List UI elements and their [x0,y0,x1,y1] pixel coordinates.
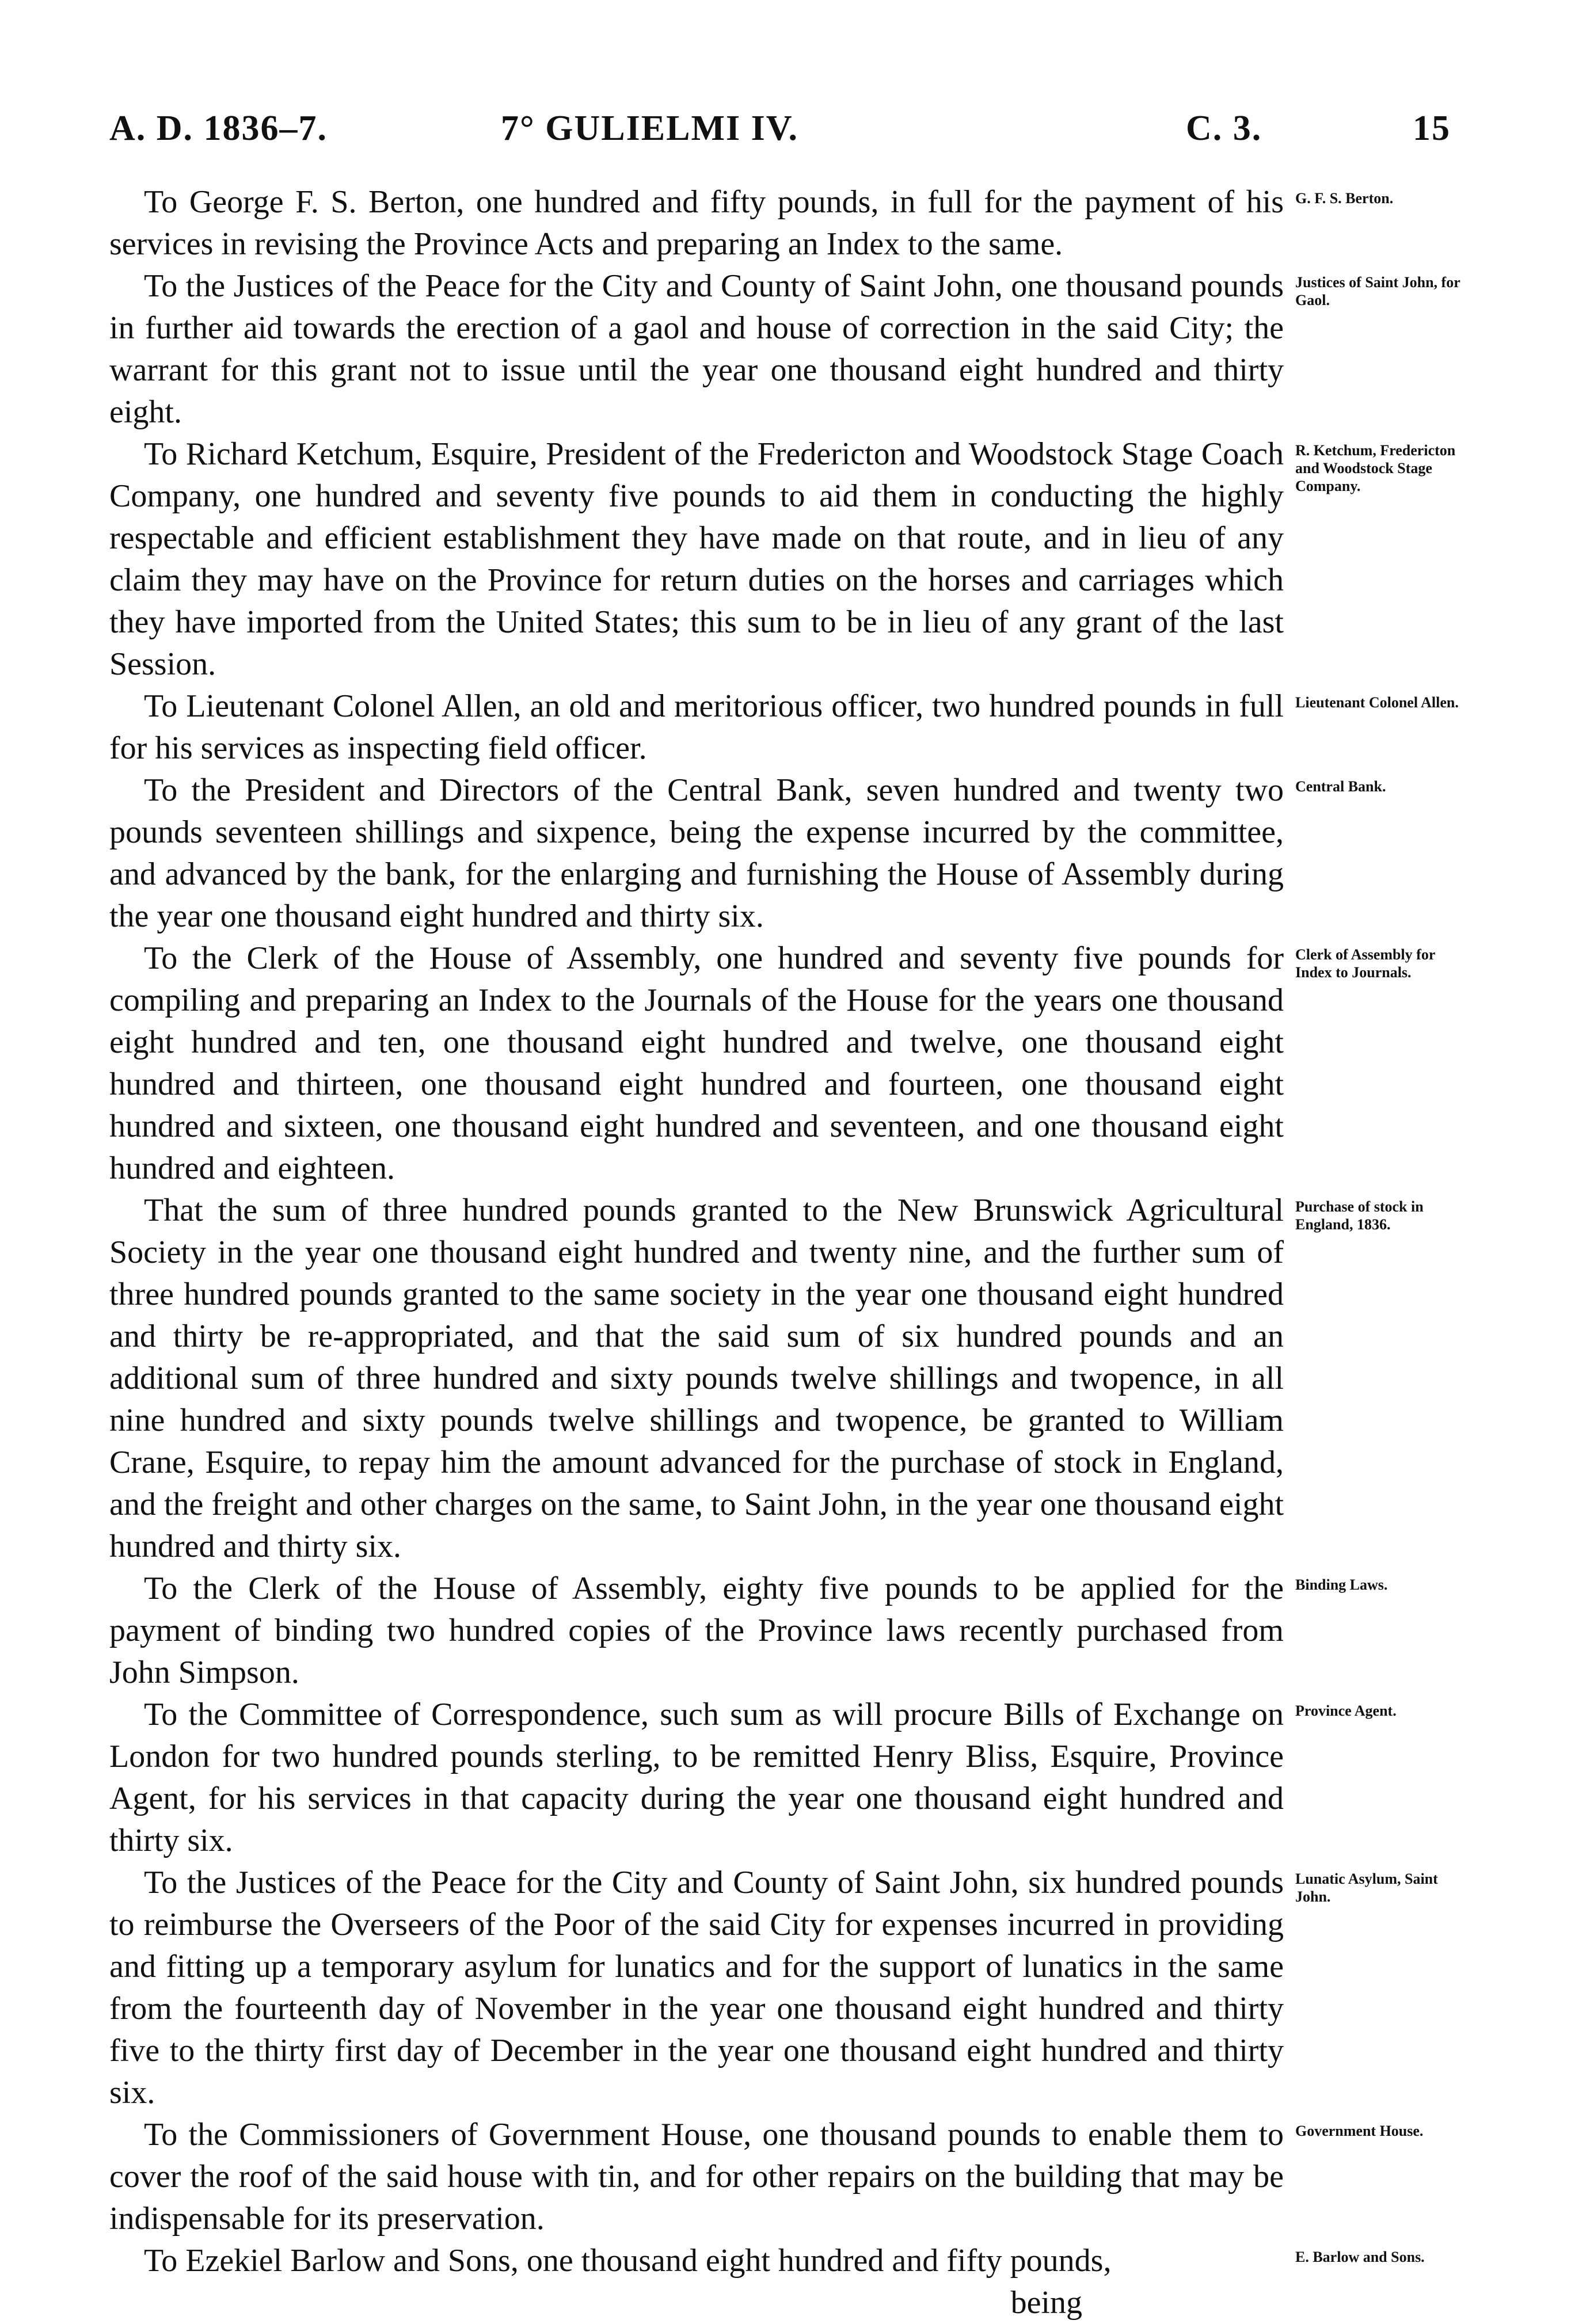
paragraph-lunatic-asylum: To the Justices of the Peace for the City and County of Saint John, six hundred pounds to reimburse the Overseers of the Poor of the said City for expenses incurred in providing and fitting up a temporary asylum for lunatics and for the support of lunatics in the same from the fourteenth day of November in the year one thousand eight hundred and thirty five to the thirty first day of December in the year one thousand eight hundred and thirty six. [109,1865,1284,2110]
marginal-note-ketchum: R. Ketchum, Fredericton and Woodstock Stage Company. [1295,442,1456,494]
paragraph-central-bank: To the President and Directors of the Central Bank, seven hundred and twenty two pounds seventeen shillings and sixpence, being the expense incurred by the committee, and advanced by the bank, for the enlarging and furnishing the House of Assembly during the year one thousand eight hundred and thirty six. [109,772,1284,934]
marginal-note-clerk-index: Clerk of Assembly for Index to Journals. [1295,946,1435,981]
header-chapter: C. 3. [1186,109,1262,148]
marginal-note-berton: G. F. S. Berton. [1295,190,1394,207]
marginal-note-stock-purchase: Purchase of stock in England, 1836. [1295,1198,1424,1233]
marginal-note-justices-gaol: Justices of Saint John, for Gaol. [1295,274,1460,308]
paragraph-agricultural-stock: That the sum of three hundred pounds granted to the New Brunswick Agricultural Society in the year one thousand eight hundred and twenty nine, and the further sum of three hundred pounds granted to the same society in the year one thousand eight hundred and thirty be re-appropriated, and that the said sum of six hundred pounds and an additional sum of three hundred and sixty pounds twelve shillings and twopence, in all nine hundred and sixty pounds twelve shillings and twopence, be granted to William Crane, Esquire, to repay him the amount advanced for the purchase of stock in England, and the freight and other charges on the same, to Saint John, in the year one thousand eight hundred and thirty six. [109,1193,1284,1564]
catchword: being [1010,2285,1082,2321]
paragraph-barlow: To Ezekiel Barlow and Sons, one thousand eight hundred and fifty pounds, [144,2243,1112,2279]
marginal-note-province-agent: Province Agent. [1295,1702,1397,1719]
marginal-note-binding-laws: Binding Laws. [1295,1576,1388,1593]
marginal-note-barlow: E. Barlow and Sons. [1295,2249,1425,2265]
running-head [109,108,1451,160]
marginal-note-central-bank: Central Bank. [1295,778,1386,795]
marginal-note-government-house: Government House. [1295,2123,1424,2139]
header-year: A. D. 1836–7. [109,109,328,148]
paragraph-allen: To Lieutenant Colonel Allen, an old and meritorious officer, two hundred pounds in full for his services as inspecting field officer. [109,688,1284,766]
paragraph-ketchum: To Richard Ketchum, Esquire, President of the Fredericton and Woodstock Stage Coach Company, one hundred and seventy five pounds to aid them in conducting the highly respectable and efficient establishment they have made on that route, and in lieu of any claim they may have on the Province for return duties on the horses and carriages which they have imported from the United States; this sum to be in lieu of any grant of the last Session. [109,436,1284,682]
marginal-note-allen: Lieutenant Colonel Allen. [1295,694,1459,711]
paragraph-government-house: To the Commissioners of Government House, one thousand pounds to enable them to cover the roof of the said house with tin, and for other repairs on the building that may be indispensable for its preservation. [109,2117,1284,2237]
paragraph-clerk-index: To the Clerk of the House of Assembly, one hundred and seventy five pounds for compiling and preparing an Index to the Journals of the House for the years one thousand eight hundred and ten, one thousand eight hundred and twelve, one thousand eight hundred and thirteen, one thousand eight hundred and fourteen, one thousand eight hundred and sixteen, one thousand eight hundred and seventeen, and one thousand eight hundred and eighteen. [109,940,1284,1186]
header-regnal-year: 7° GULIELMI IV. [501,109,799,148]
paragraph-binding-laws: To the Clerk of the House of Assembly, eighty five pounds to be applied for the payment of binding two hundred copies of the Province laws recently purchased from John Simpson. [109,1571,1284,1690]
document-body [109,181,1284,2324]
paragraph-berton: To George F. S. Berton, one hundred and fifty pounds, in full for the payment of his services in revising the Province Acts and preparing an Index to the same. [109,184,1284,262]
page-number: 15 [1413,109,1451,148]
marginal-note-lunatic-asylum: Lunatic Asylum, Saint John. [1295,1870,1438,1905]
paragraph-province-agent: To the Committee of Correspondence, such sum as will procure Bills of Exchange on London for two hundred pounds sterling, to be remitted Henry Bliss, Esquire, Province Agent, for his services in that capacity during the year one thousand eight hundred and thirty six. [109,1697,1284,1858]
paragraph-justices-gaol: To the Justices of the Peace for the City and County of Saint John, one thousand pounds in further aid towards the erection of a gaol and house of correction in the said City; the warrant for this grant not to issue until the year one thousand eight hundred and thirty eight. [109,268,1284,430]
